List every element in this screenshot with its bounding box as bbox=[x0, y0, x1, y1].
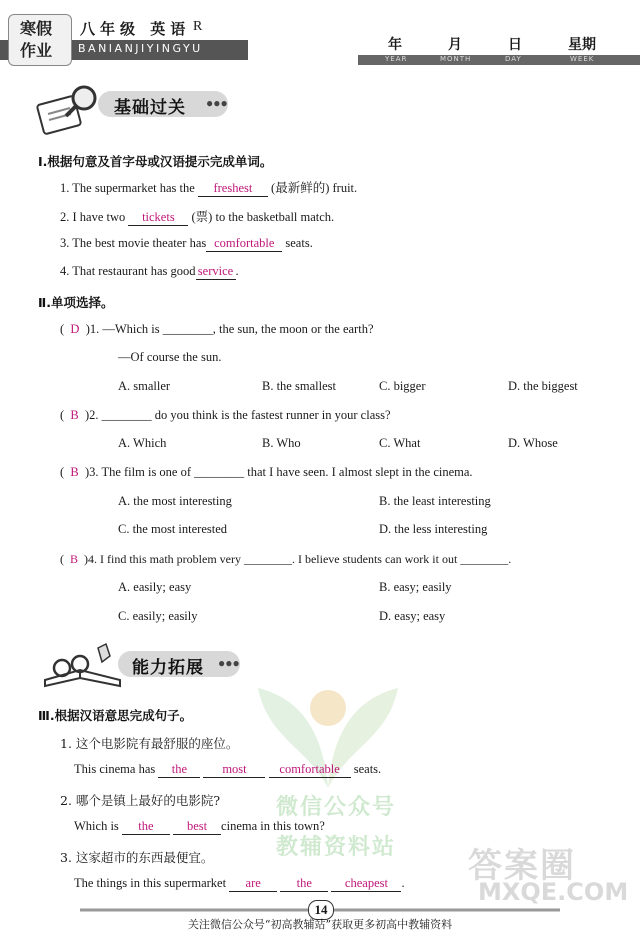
date-month-label: 月 bbox=[448, 37, 462, 53]
section-title-basic: 基础过关 bbox=[114, 98, 186, 118]
q1-prefix: This cinema has bbox=[74, 762, 156, 776]
watermark-line-1: 微信公众号 bbox=[276, 795, 397, 820]
part-iii-q2-chinese: 2. 哪个是镇上最好的电影院? bbox=[60, 793, 221, 808]
q3-answer: comfortable bbox=[206, 236, 282, 252]
date-week-label: 星期 bbox=[568, 37, 596, 53]
date-day-label: 日 bbox=[508, 37, 522, 53]
q4-answer: service bbox=[196, 264, 236, 280]
date-month-en: MONTH bbox=[440, 55, 472, 63]
q4-option-a: A. easily; easy bbox=[118, 580, 192, 594]
part-iii-q3-chinese: 3. 这家超市的东西最便宜。 bbox=[60, 850, 214, 865]
q1-answer: freshest bbox=[198, 181, 268, 197]
edition-label: R bbox=[193, 19, 203, 34]
q3-stem: )3. The film is one of ________ that I have seen. I almost slept in the cinema. bbox=[85, 465, 473, 479]
q2-prefix: Which is bbox=[74, 819, 119, 833]
q4-option-b: B. easy; easily bbox=[379, 580, 452, 594]
tablet-magnifier-icon bbox=[36, 82, 106, 138]
q3-choice: B bbox=[70, 465, 79, 479]
q2-suffix: (票) to the basketball match. bbox=[191, 210, 335, 224]
q2-option-a: A. Which bbox=[118, 436, 167, 450]
section-title-ability: 能力拓展 bbox=[132, 658, 204, 678]
q3-prefix: 3. The best movie theater has bbox=[60, 236, 207, 250]
q3-option-c: C. the most interested bbox=[118, 522, 228, 536]
watermark-line-2: 教辅资料站 bbox=[276, 835, 397, 860]
date-year-label: 年 bbox=[388, 37, 402, 53]
q2-option-b: B. Who bbox=[262, 436, 301, 450]
part-iii-q1-chinese: 1. 这个电影院有最舒服的座位。 bbox=[60, 736, 239, 751]
part-iii-q1 bbox=[74, 762, 381, 778]
q3-blank-3: cheapest bbox=[331, 876, 401, 892]
date-year-en: YEAR bbox=[385, 55, 408, 63]
date-week-en: WEEK bbox=[570, 55, 595, 63]
q4-prefix: 4. That restaurant has good bbox=[60, 264, 196, 278]
q3-option-d: D. the less interesting bbox=[379, 522, 488, 536]
q2-blank-1: the bbox=[122, 819, 170, 835]
part-i-q3 bbox=[60, 236, 313, 252]
q1-option-d: D. the biggest bbox=[508, 379, 578, 393]
q2-option-c: C. What bbox=[379, 436, 421, 450]
q2-answer: tickets bbox=[128, 210, 188, 226]
q1-option-b: B. the smallest bbox=[262, 379, 336, 393]
date-day-en: DAY bbox=[505, 55, 522, 63]
part-i-q4 bbox=[60, 264, 239, 280]
q2-suffix: cinema in this town? bbox=[221, 819, 325, 833]
part-ii-q1: ( D )1. —Which is ________, the sun, the moon or the earth? bbox=[60, 322, 374, 336]
corner-watermark-url: MXQE.COM bbox=[478, 878, 629, 906]
page-number: 14 bbox=[308, 900, 334, 920]
q2-prefix: 2. I have two bbox=[60, 210, 126, 224]
q1-suffix: (最新鲜的) fruit. bbox=[271, 181, 358, 195]
q1-choice: D bbox=[70, 322, 80, 336]
q1-blank-2: most bbox=[203, 762, 265, 778]
q3-option-b: B. the least interesting bbox=[379, 494, 491, 508]
q3-blank-1: are bbox=[229, 876, 277, 892]
grade-subject: 八年级 英语 bbox=[80, 20, 191, 38]
badge-top-text: 寒假 bbox=[20, 19, 53, 38]
q3-suffix: seats. bbox=[285, 236, 313, 250]
q1-prefix: 1. The supermarket has the bbox=[60, 181, 195, 195]
people-icon: ●●● bbox=[218, 656, 240, 670]
q4-stem: )4. I find this math problem very ________. I believe students can work it out ________. bbox=[84, 552, 512, 566]
part-iii-q3 bbox=[74, 876, 405, 892]
q2-stem: )2. ________ do you think is the fastest runner in your class? bbox=[85, 408, 391, 422]
corner-watermark-text: 答案圈 bbox=[468, 846, 576, 886]
q2-option-d: D. Whose bbox=[508, 436, 558, 450]
q2-blank-2: best bbox=[173, 819, 221, 835]
part-ii-q2: ( B )2. ________ do you think is the fastest runner in your class? bbox=[60, 408, 391, 422]
q1-stem-continued: —Of course the sun. bbox=[118, 350, 222, 364]
part-i-q2 bbox=[60, 207, 334, 226]
q3-blank-2: the bbox=[280, 876, 328, 892]
leaf-watermark-logo bbox=[248, 668, 408, 798]
q1-suffix: seats. bbox=[353, 762, 382, 776]
q1-blank-1: the bbox=[158, 762, 200, 778]
part-iii-heading: Ⅲ.根据汉语意思完成句子。 bbox=[38, 708, 193, 723]
q3-option-a: A. the most interesting bbox=[118, 494, 232, 508]
q4-suffix: . bbox=[235, 264, 239, 278]
q1-option-a: A. smaller bbox=[118, 379, 171, 393]
q1-option-c: C. bigger bbox=[379, 379, 426, 393]
people-icon: ●●● bbox=[206, 96, 228, 110]
q2-choice: B bbox=[70, 408, 79, 422]
badge-bottom-text: 作业 bbox=[20, 41, 53, 60]
part-ii-heading: Ⅱ.单项选择。 bbox=[38, 295, 114, 310]
q3-suffix: . bbox=[401, 876, 405, 890]
part-i-heading: Ⅰ.根据句意及首字母或汉语提示完成单词。 bbox=[38, 154, 273, 169]
q1-stem: )1. —Which is ________, the sun, the moon or the earth? bbox=[85, 322, 374, 336]
q1-blank-3: comfortable bbox=[269, 762, 351, 778]
q4-option-d: D. easy; easy bbox=[379, 609, 446, 623]
open-book-glasses-icon bbox=[40, 640, 130, 690]
footer-note: 关注微信公众号“初高教辅站”获取更多初高中教辅资料 bbox=[187, 918, 453, 931]
part-ii-q4: ( B )4. I find this math problem very ________. I believe students can work it out ________. bbox=[60, 552, 512, 566]
q4-choice: B bbox=[70, 552, 79, 566]
q4-option-c: C. easily; easily bbox=[118, 609, 198, 623]
q3-prefix: The things in this supermarket bbox=[74, 876, 227, 890]
pinyin-title: BANIANJIYINGYU bbox=[78, 42, 203, 55]
part-i-q1 bbox=[60, 178, 357, 197]
part-ii-q3: ( B )3. The film is one of ________ that I have seen. I almost slept in the cinema. bbox=[60, 465, 473, 479]
